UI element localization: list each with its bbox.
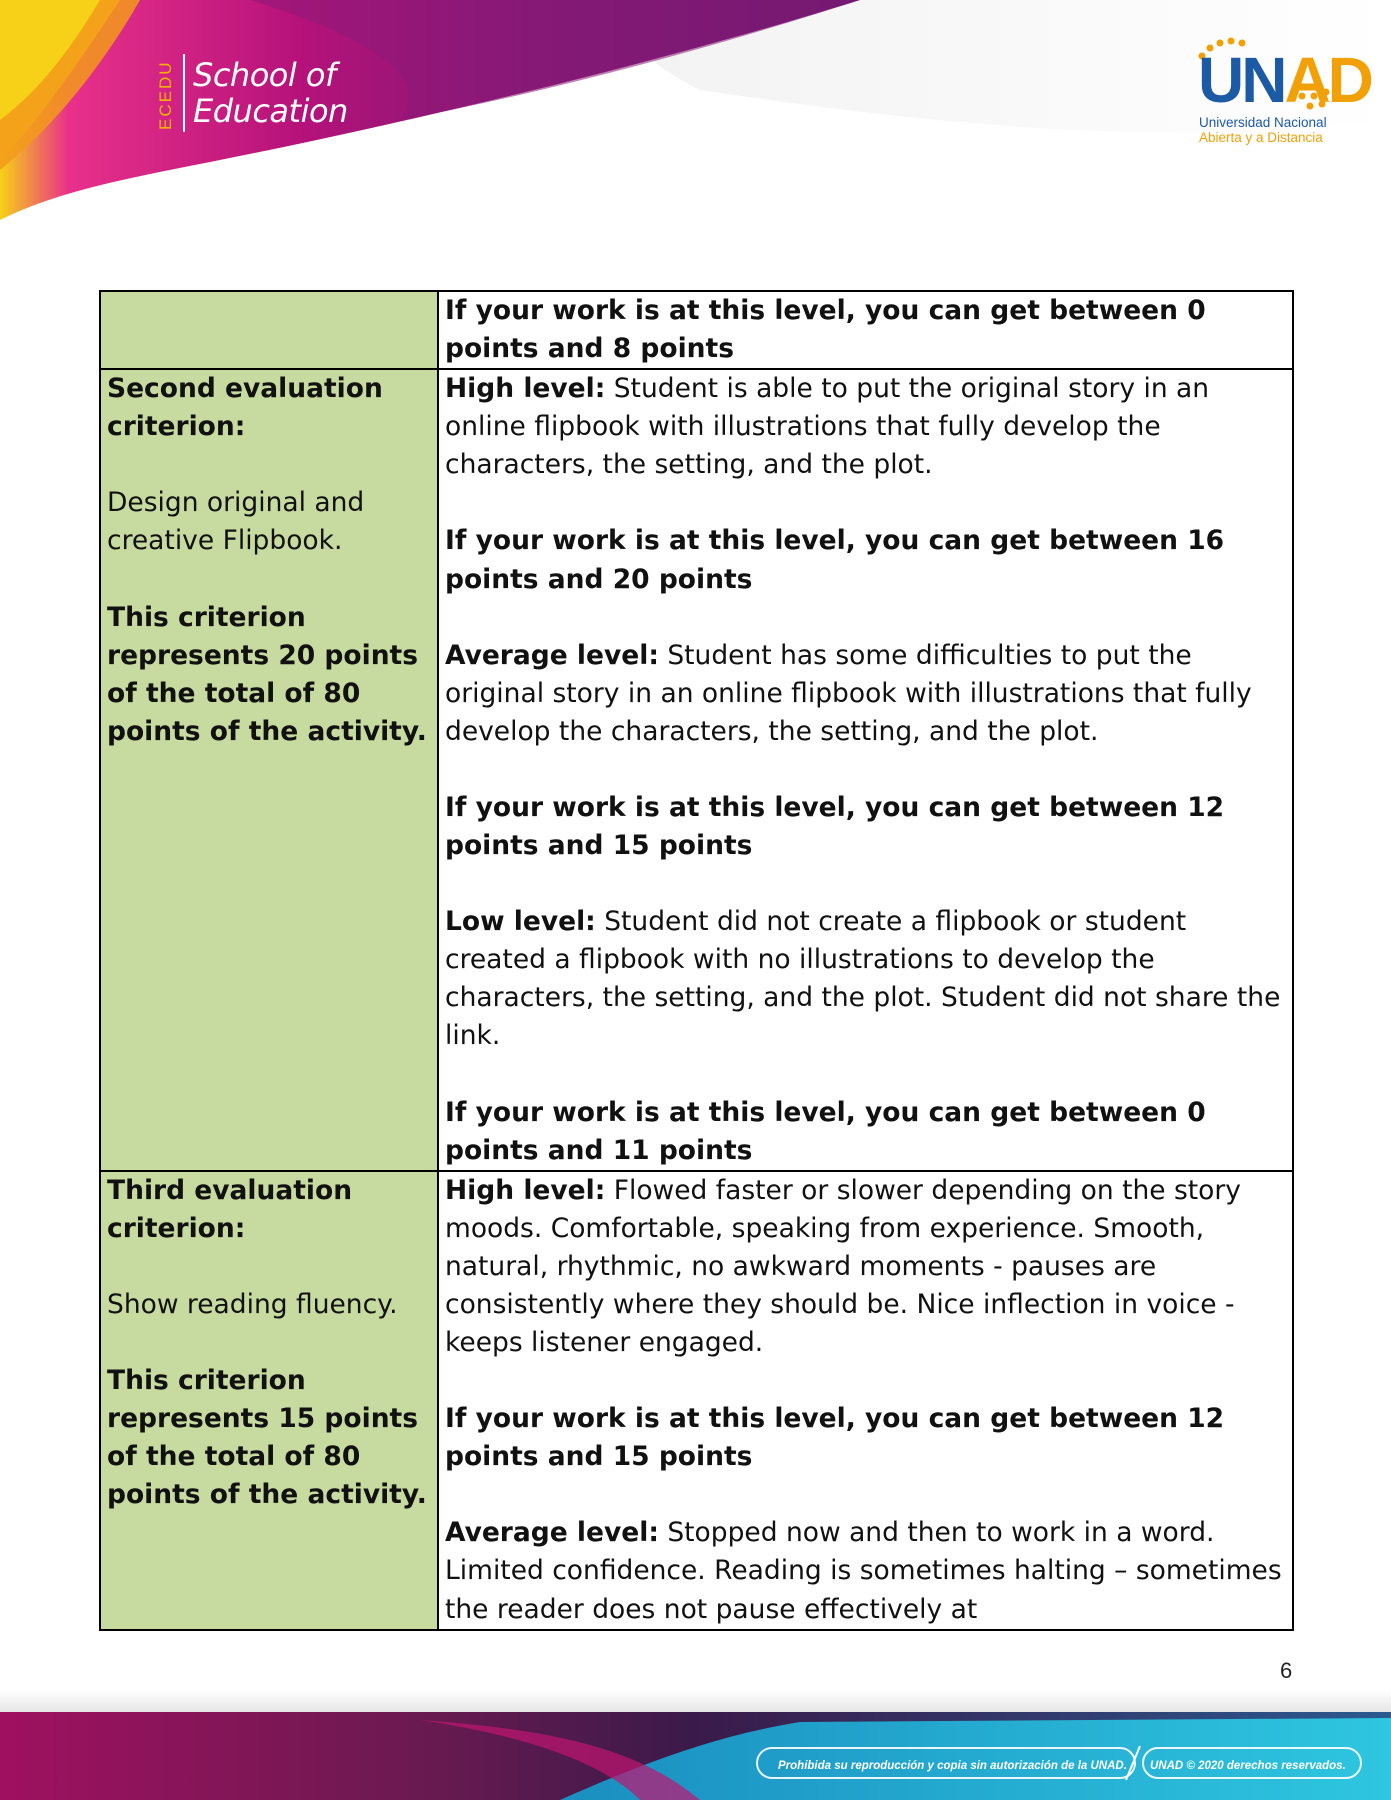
average-level-description: Stopped now and then to work in a word. Limited confidence. Reading is sometimes halting – sometimes the reader does not pause effectively at — [445, 1517, 1282, 1625]
average-level-label: Average level: — [445, 1517, 659, 1549]
criterion-weight: This criterion represents 20 points of the total of 80 points of the activity. — [107, 601, 427, 747]
low-level-range: If your work is at this level, you can get between 0 points and 11 points — [445, 1096, 1206, 1166]
high-level-text — [445, 370, 1286, 484]
unad-logo-u: U — [1198, 44, 1242, 116]
unad-logo-n: N — [1241, 44, 1285, 116]
criterion-title: Third evaluation criterion: — [107, 1174, 353, 1244]
high-level-label: High level: — [445, 373, 606, 405]
footer-notice: Prohibida su reproducción y copia sin autorización de la UNAD. — [778, 1760, 1127, 1772]
high-level-range: If your work is at this level, you can get between 16 points and 20 points — [445, 525, 1225, 595]
low-level-label: Low level: — [445, 906, 596, 938]
ecedu-tag: ECEDU — [156, 60, 175, 130]
footer-copyright: UNAD © 2020 derechos reservados. — [1150, 1760, 1346, 1772]
criterion-cell-empty — [100, 291, 438, 369]
low-level-text — [445, 903, 1286, 1055]
table-row — [100, 291, 1293, 369]
average-level-text — [445, 637, 1286, 751]
footer-banner — [0, 1690, 1391, 1800]
high-level-label: High level: — [445, 1174, 606, 1206]
levels-cell — [438, 369, 1293, 1171]
unad-logo-ad: AD — [1284, 44, 1371, 116]
criterion-description: Design original and creative Flipbook. — [107, 487, 365, 557]
criterion-title: Second evaluation criterion: — [107, 373, 383, 443]
criterion-weight: This criterion represents 15 points of the total of 80 points of the activity. — [107, 1364, 427, 1511]
average-level-description: Student has some difficulties to put the original story in an online flipbook with illustrations that fully develop the characters, the setting, and the plot. — [445, 639, 1252, 747]
criterion-cell — [100, 369, 438, 1171]
high-level-text — [445, 1172, 1286, 1362]
average-level-range: If your work is at this level, you can get between 12 points and 15 points — [445, 791, 1225, 862]
unad-subtitle-2: Abierta y a Distancia — [1199, 130, 1323, 145]
range-cell — [438, 291, 1293, 369]
unad-subtitle-1: Universidad Nacional — [1199, 115, 1327, 130]
high-level-description: Student is able to put the original story in an online flipbook with illustrations that fully develop the characters, the setting, and the plot. — [445, 373, 1210, 481]
high-level-range: If your work is at this level, you can get between 12 points and 15 points — [445, 1403, 1225, 1473]
low-level-description: Student did not create a flipbook or student created a flipbook with no illustrations to develop the characters, the setting, and the plot. Student did not share the link. — [445, 906, 1281, 1052]
unad-logo — [1198, 44, 1371, 116]
page-number: 6 — [1280, 1658, 1293, 1683]
table-row — [100, 1171, 1293, 1630]
average-level-text — [445, 1514, 1286, 1628]
average-level-label: Average level: — [445, 639, 659, 671]
rubric-table — [99, 290, 1294, 1631]
table-row — [100, 369, 1293, 1171]
logo-divider — [183, 54, 185, 132]
school-logo-line1: School of — [193, 56, 336, 94]
high-level-description: Flowed faster or slower depending on the story moods. Comfortable, speaking from experience. Smooth, natural, rhythmic, no awkward moments - pauses are consistently where they should be. Nice inflection in voice - keeps listener engaged. — [445, 1174, 1241, 1359]
levels-cell — [438, 1171, 1293, 1630]
school-logo-line2: Education — [193, 92, 348, 130]
criterion-cell — [100, 1171, 438, 1630]
criterion-description: Show reading fluency. — [107, 1288, 398, 1320]
score-range-low-criterion1: If your work is at this level, you can get between 0 points and 8 points — [445, 295, 1206, 365]
